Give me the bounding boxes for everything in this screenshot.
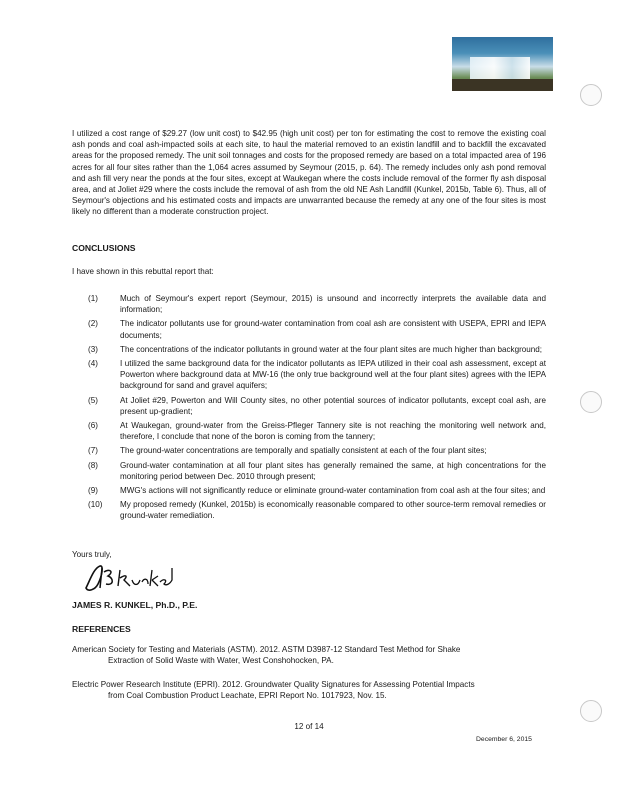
list-item-number: (4)	[88, 359, 98, 369]
closing-salutation: Yours truly,	[72, 550, 112, 559]
cost-paragraph: I utilized a cost range of $29.27 (low unit cost) to $42.95 (high unit cost) per ton for estimating the cost to remove the existing coal ash ponds and coal ash-impacted soils at each site, to haul the material removed to an existin landfill and to backfill the excavated areas for the proposed remedy. The unit soil tonnages and costs for the proposed remedy are based on a total impacted area of 196 acres for all four sites rather than the 1,064 acres assumed by Seymour (2015, p. 64). The remedy includes only ash pond removal and ash fill very near the ponds at the four sites, except at Waukegan where the costs include removal of the former fly ash disposal area, and at Joliet #29 where the costs include the removal of ash from the old NE Ash Landfill (Kunkel, 2015b, Table 6). Thus, all of Seymour's objections and his estimated costs and impacts are unwarranted because the remedy at any one of the four sites is most likely no different than a moderate construction project.	[72, 129, 546, 217]
references-heading: REFERENCES	[72, 624, 131, 634]
list-item	[72, 499, 546, 521]
conclusions-heading: CONCLUSIONS	[72, 243, 136, 253]
list-item-number: (5)	[88, 395, 98, 405]
list-item-number: (9)	[88, 486, 98, 496]
list-item-number: (6)	[88, 421, 98, 431]
list-item-text: Much of Seymour's expert report (Seymour, 2015) is unsound and incorrectly interprets the available data and information;	[120, 294, 546, 315]
list-item-text: The indicator pollutants use for ground-water contamination from coal ash are consistent with USEPA, EPRI and IEPA documents;	[120, 319, 546, 340]
list-item-text: MWG's actions will not significantly reduce or eliminate ground-water contamination from coal ash at the four sites; and	[120, 486, 546, 496]
list-item-text: My proposed remedy (Kunkel, 2015b) is economically reasonable compared to other source-term removal remedies or ground-water remediation.	[120, 500, 546, 521]
handwritten-signature	[80, 562, 180, 594]
list-item-text: The ground-water concentrations are temporally and spatially consistent at each of the four plant sites;	[120, 446, 487, 456]
list-item	[72, 395, 546, 417]
list-item-text: I utilized the same background data for the indicator pollutants as IEPA utilized in their coal ash assessment, except at Powerton where background data at MW-16 (the only true background well at the four plant sites) agrees with the IEPA background for sand and gravel aquifers;	[120, 359, 546, 391]
list-item-number: (7)	[88, 446, 98, 456]
conclusions-intro: I have shown in this rebuttal report that:	[72, 267, 214, 276]
author-name: JAMES R. KUNKEL, Ph.D., P.E.	[72, 600, 198, 610]
list-item	[72, 318, 546, 340]
list-item	[72, 420, 546, 442]
list-item-text: At Joliet #29, Powerton and Will County sites, no other potential sources of indicator pollutants, except coal ash, are present up-gradient;	[120, 395, 546, 416]
reference-first-line: Electric Power Research Institute (EPRI). 2012. Groundwater Quality Signatures for Assessing Potential Impacts	[72, 680, 475, 689]
binder-hole-top	[580, 84, 602, 106]
waterfall-water	[470, 57, 530, 79]
waterfall-logo-image	[452, 37, 553, 91]
list-item	[72, 485, 546, 496]
reference-entry	[72, 644, 546, 666]
list-item-text: The concentrations of the indicator pollutants in ground water at the four plant sites are much higher than background;	[120, 344, 543, 354]
reference-first-line: American Society for Testing and Materials (ASTM). 2012. ASTM D3987-12 Standard Test Method for Shake	[72, 645, 461, 654]
list-item	[72, 445, 546, 456]
page-number: 12 of 14	[294, 722, 324, 731]
document-date: December 6, 2015	[476, 736, 532, 743]
list-item-number: (8)	[88, 460, 98, 470]
binder-hole-middle	[580, 391, 602, 413]
reference-continuation: Extraction of Solid Waste with Water, West Conshohocken, PA.	[108, 656, 334, 666]
list-item-number: (10)	[88, 500, 103, 510]
list-item	[72, 358, 546, 392]
list-item-number: (1)	[88, 294, 98, 303]
reference-continuation: from Coal Combustion Product Leachate, EPRI Report No. 1017923, Nov. 15.	[108, 691, 387, 701]
list-item-number: (2)	[88, 319, 98, 329]
list-item	[72, 344, 546, 355]
list-item	[72, 460, 546, 482]
conclusions-list	[72, 293, 546, 522]
binder-hole-bottom	[580, 700, 602, 722]
list-item-text: At Waukegan, ground-water from the Greiss-Pfleger Tannery site is not reaching the monitoring well network and, therefore, I conclude that none of the boron is coming from the tannery;	[120, 421, 546, 442]
list-item-text: Ground-water contamination at all four plant sites has generally remained the same, at high concentrations for the monitoring period between Dec. 2010 through present;	[120, 460, 546, 481]
reference-entry	[72, 679, 546, 701]
waterfall-rocks	[452, 79, 553, 91]
list-item-number: (3)	[88, 344, 98, 354]
list-item	[72, 293, 546, 315]
